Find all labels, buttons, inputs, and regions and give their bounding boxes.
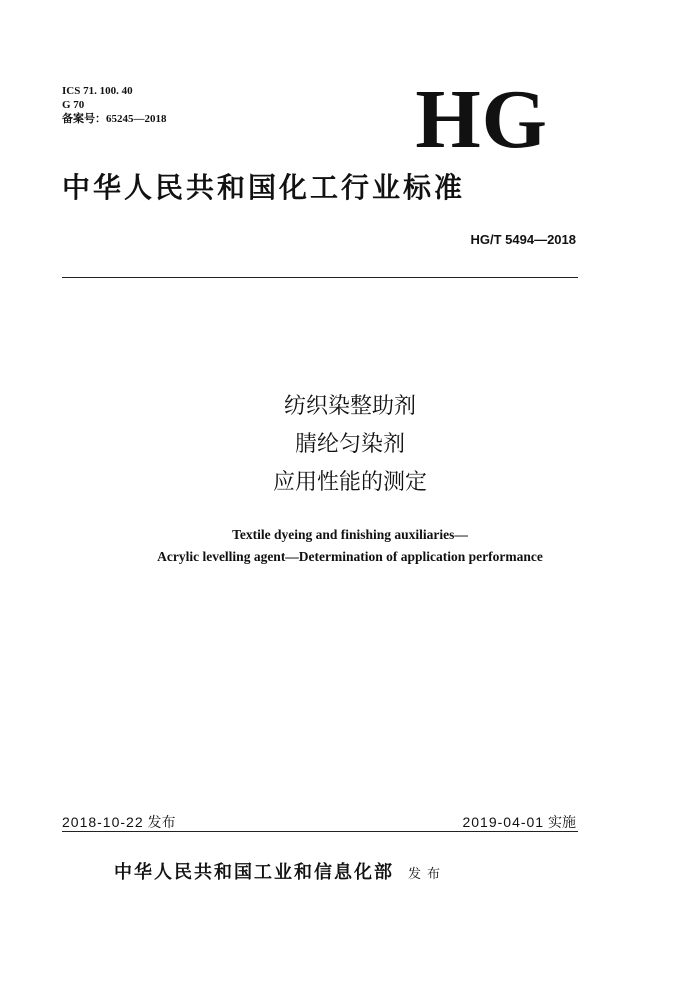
english-title <box>0 524 700 568</box>
implementation-date <box>462 812 576 832</box>
english-title-line-2: Acrylic levelling agent—Determination of application performance <box>157 549 543 564</box>
classification-block <box>62 84 167 126</box>
issuer-name: 中华人民共和国工业和信息化部 <box>114 862 394 883</box>
standard-category: 中华人民共和国化工行业标准 <box>62 171 466 204</box>
ccs-code: G 70 <box>62 99 85 111</box>
chinese-title <box>0 388 700 502</box>
chinese-title-line-1: 纺织染整助剂 <box>283 394 416 419</box>
ics-code: ICS 71. 100. 40 <box>62 85 133 97</box>
hg-logo: HG <box>415 73 548 166</box>
chinese-title-line-2: 腈纶匀染剂 <box>294 432 405 457</box>
issue-date <box>62 812 176 832</box>
issue-date-value: 2018-10-22 <box>62 814 144 830</box>
english-title-line-1: Textile dyeing and finishing auxiliaries— <box>232 527 468 542</box>
record-number: 备案号：65245—2018 <box>62 113 167 125</box>
implementation-date-label: 实施 <box>548 814 576 830</box>
implementation-date-value: 2019-04-01 <box>462 814 545 830</box>
standard-code: HG/T 5494—2018 <box>470 232 576 247</box>
top-divider <box>62 277 578 278</box>
issuer-action: 发布 <box>408 867 447 882</box>
bottom-divider <box>62 831 578 832</box>
issuer <box>114 858 446 884</box>
chinese-title-line-3: 应用性能的测定 <box>272 470 427 495</box>
issue-date-label: 发布 <box>147 814 176 830</box>
